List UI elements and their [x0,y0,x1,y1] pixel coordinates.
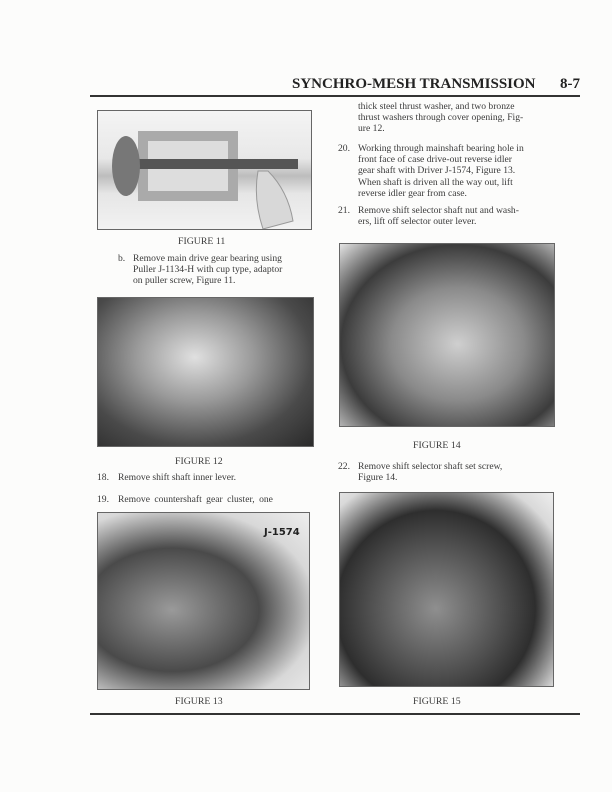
text-line: thick steel thrust washer, and two bronze [358,101,515,112]
figure-14-photo [339,243,555,427]
footer-rule [90,713,580,715]
step-line: Remove main drive gear bearing using [133,253,282,264]
step-19 [97,494,322,505]
step-22 [338,461,583,483]
step-number: 18. [97,472,109,483]
step-line: Puller J-1134-H with cup type, adaptor [133,264,283,276]
step-line: gear shaft with Driver J-1574, Figure 13. [358,165,516,177]
step-line: Remove shift selector shaft set screw, [358,461,503,472]
text-line: thrust washers through cover opening, Fig- [358,112,524,124]
step-number: 22. [338,461,350,472]
figure-13-photo [97,512,310,690]
step-line: front face of case drive-out reverse idler [358,154,512,166]
step-line: reverse idler gear from case. [358,187,467,199]
step-text: Remove shift shaft inner lever. [118,472,237,483]
figure-12-photo [97,297,314,447]
figure-11-caption: FIGURE 11 [178,236,226,247]
step-21 [338,205,583,227]
step-18 [97,472,322,483]
step-number: b. [118,253,126,264]
figure-14-caption: FIGURE 14 [413,440,461,451]
step-line: Remove shift selector shaft nut and wash- [358,205,519,216]
step-line: on puller screw, Figure 11. [133,275,236,287]
page-header [292,76,580,93]
figure-15-caption: FIGURE 15 [413,696,461,707]
step-line: ers, lift off selector outer lever. [358,216,477,228]
figure-15-photo [339,492,554,687]
header-rule [90,95,580,97]
text-line: ure 12. [358,123,385,135]
step-line: When shaft is driven all the way out, lift [358,176,513,188]
step-20 [338,143,583,199]
step-19-continued [358,101,583,135]
step-number: 21. [338,205,350,216]
figure-13-tool-label: J-1574 [264,527,300,538]
section-title: SYNCHRO-MESH TRANSMISSION [292,76,536,92]
step-number: 19. [97,494,109,505]
figure-11-photo [97,110,312,230]
step-b [118,253,323,287]
figure-12-caption: FIGURE 12 [175,456,223,467]
figure-13-caption: FIGURE 13 [175,696,223,707]
step-text: Remove countershaft gear cluster, one [118,494,273,505]
step-line: Working through mainshaft bearing hole in [358,143,524,154]
step-number: 20. [338,143,350,154]
step-line: Figure 14. [358,472,398,484]
puller-illustration [98,111,311,229]
page-number: 8-7 [560,76,580,92]
